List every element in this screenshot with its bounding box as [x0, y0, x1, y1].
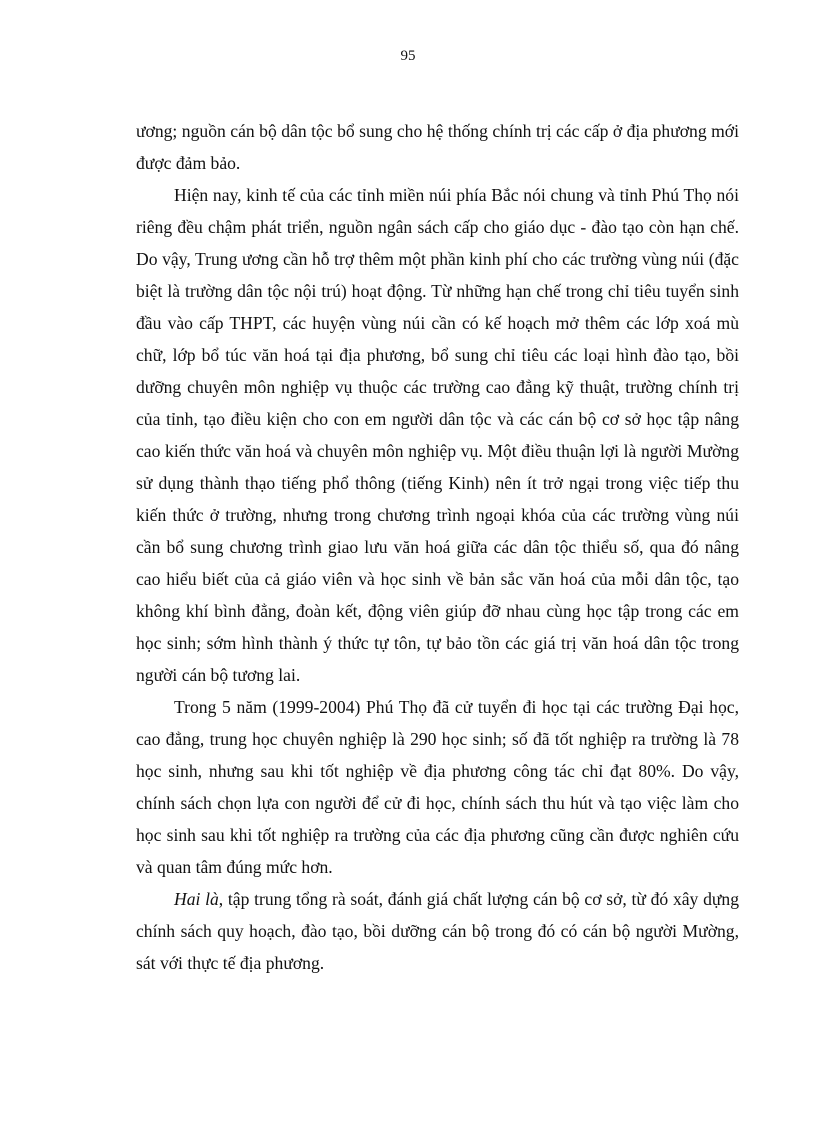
- italic-lead: Hai là: [174, 889, 219, 909]
- body-text: [136, 115, 739, 979]
- paragraph-text: , tập trung tổng rà soát, đánh giá chất lượng cán bộ cơ sở, từ đó xây dựng chính sách quy hoạch, đào tạo, bồi dưỡng cán bộ trong đó có cán bộ người Mường, sát với thực tế địa phương.: [136, 889, 739, 973]
- paragraph-text: Trong 5 năm (1999-2004) Phú Thọ đã cử tuyển đi học tại các trường Đại học, cao đẳng, trung học chuyên nghiệp là 290 học sinh; số đã tốt nghiệp ra trường là 78 học sinh, nhưng sau khi tốt nghiệp về địa phương công tác chỉ đạt 80%. Do vậy, chính sách chọn lựa con người để cử đi học, chính sách thu hút và tạo việc làm cho học sinh sau khi tốt nghiệp ra trường của các địa phương cũng cần được nghiên cứu và quan tâm đúng mức hơn.: [136, 697, 739, 877]
- paragraph-text: Hiện nay, kinh tế của các tỉnh miền núi phía Bắc nói chung và tỉnh Phú Thọ nói riêng đều chậm phát triển, nguồn ngân sách cấp cho giáo dục - đào tạo còn hạn chế. Do vậy, Trung ương cần hỗ trợ thêm một phần kinh phí cho các trường vùng núi (đặc biệt là trường dân tộc nội trú) hoạt động. Từ những hạn chế trong chỉ tiêu tuyển sinh đầu vào cấp THPT, các huyện vùng núi cần có kế hoạch mở thêm các lớp xoá mù chữ, lớp bổ túc văn hoá tại địa phương, bổ sung chỉ tiêu các loại hình đào tạo, bồi dưỡng chuyên môn nghiệp vụ thuộc các trường cao đẳng kỹ thuật, trường chính trị của tỉnh, tạo điều kiện cho con em người dân tộc và các cán bộ cơ sở học tập nâng cao kiến thức văn hoá và chuyên môn nghiệp vụ. Một điều thuận lợi là người Mường sử dụng thành thạo tiếng phổ thông (tiếng Kinh) nên ít trở ngại trong việc tiếp thu kiến thức ở trường, nhưng trong chương trình ngoại khóa của các trường vùng núi cần bổ sung chương trình giao lưu văn hoá giữa các dân tộc thiểu số, qua đó nâng cao hiểu biết của cả giáo viên và học sinh về bản sắc văn hoá của mỗi dân tộc, tạo không khí bình đẳng, đoàn kết, động viên giúp đỡ nhau cùng học tập trong các em học sinh; sớm hình thành ý thức tự tôn, tự bảo tồn các giá trị văn hoá dân tộc trong người cán bộ tương lai.: [136, 185, 739, 685]
- paragraph-2: [136, 179, 739, 691]
- paragraph-4: [136, 883, 739, 979]
- paragraph-text: ương; nguồn cán bộ dân tộc bổ sung cho hệ thống chính trị các cấp ở địa phương mới được đảm bảo.: [136, 121, 739, 173]
- page-number: 95: [400, 48, 416, 64]
- paragraph-1: [136, 115, 739, 179]
- paragraph-3: [136, 691, 739, 883]
